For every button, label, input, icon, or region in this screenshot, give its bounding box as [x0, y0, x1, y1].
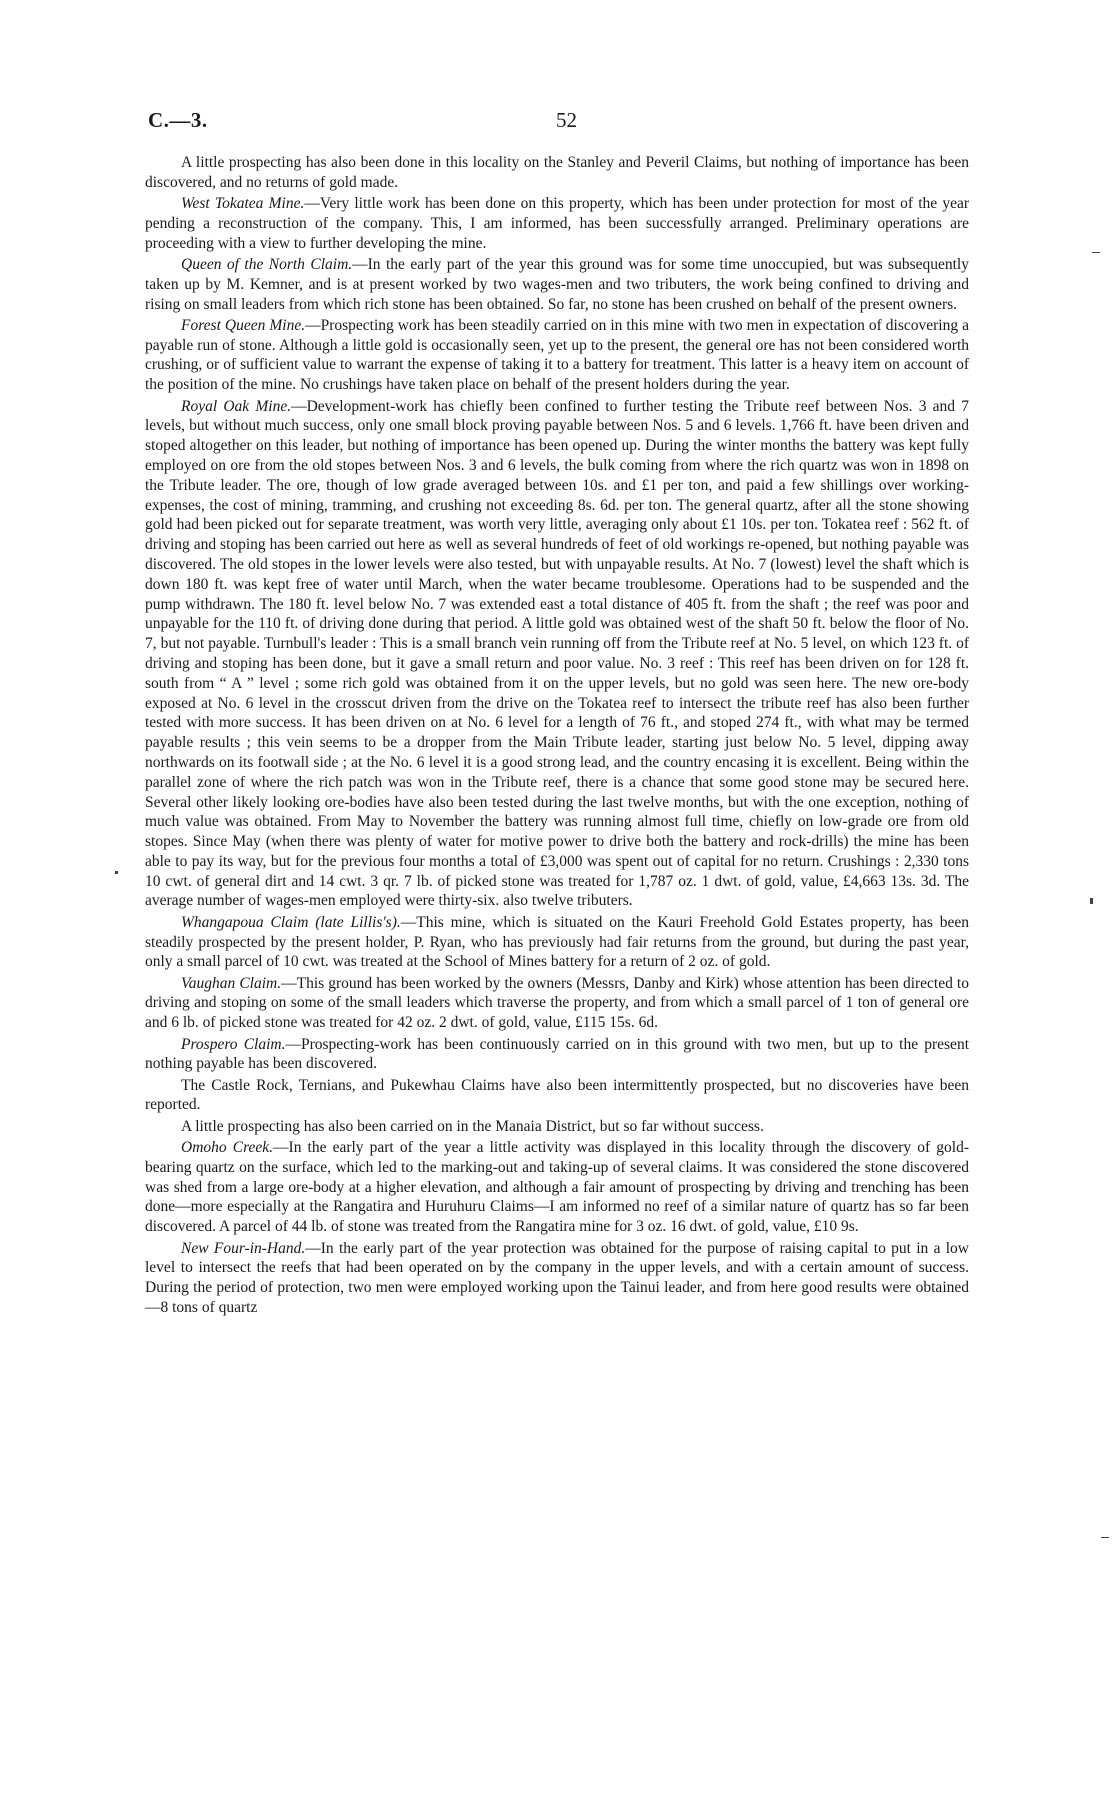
paragraph-text: —In the early part of the year this ground was for some time unoccupied, but was subsequently taken up by M. Kemner, and is at present worked by two wages-men and two tributers, the work being confined to driving and rising on small leaders from which rich stone has been obtained. So far, no stone has been crushed on behalf of the present owners. [145, 255, 969, 313]
paragraph-text: —Very little work has been done on this property, which has been under protection for most of the year pending a reconstruction of the company. This, I am informed, has been successfully arranged. Preliminary operations are proceeding with a view to further developing the mine. [145, 195, 969, 252]
paragraph-prospero [145, 1035, 969, 1075]
paragraph-whangapoua [145, 913, 969, 972]
paragraph-text: —This ground has been worked by the owners (Messrs, Danby and Kirk) whose attention has been directed to driving and stoping on some of the small leaders which traverse the property, and from which a small parcel of 1 ton of general ore and 6 lb. of picked stone was treated for 42 oz. 2 dwt. of gold, value, £115 15s. 6d. [145, 974, 969, 1032]
paragraph-text: —In the early part of the year protection was obtained for the purpose of raising capital to put in a low level to intersect the reefs that had been operated on by the company in the upper levels, and with a certain amount of success. During the period of protection, two men were employed working upon the Tainui leader, and from here good results were obtained—8 tons of quartz [145, 1239, 969, 1316]
paragraph-vaughan [145, 974, 969, 1033]
paragraph-title: New Four-in-Hand. [181, 1239, 306, 1257]
paragraph-title: West Tokatea Mine. [181, 195, 305, 213]
paragraph-text: —Development-work has chiefly been confined to further testing the Tribute reef between Nos. 3 and 7 levels, but without much success, only one small block proving payable between Nos. 5 and 6 levels. 1,766 ft. have been driven and stoped altogether on this leader, but nothing of importance has been opened up. During the winter months the battery was kept fully employed on ore from the old stopes between Nos. 3 and 6 levels, the bulk coming from where the rich quartz was won in 1898 on the Tribute leader. The ore, though of low grade averaged between 10s. and £1 per ton, and paid a few shillings over working-expenses, the cost of mining, tramming, and crushing not exceeding 8s. 6d. per ton. The general quartz, after all the stone showing gold had been picked out for separate treatment, was worth very little, averaging only about £1 10s. per ton. Tokatea reef : 562 ft. of driving and stoping has been carried out here as well as several hundreds of feet of old workings re-opened, but nothing payable was discovered. The old stopes in the lower levels were also tested, but with unpayable results. At No. 7 (lowest) level the shaft which is down 180 ft. was kept free of water until March, when the water became troublesome. Operations had to be suspended and the pump withdrawn. The 180 ft. level below No. 7 was extended east a total distance of 405 ft. from the shaft ; the reef was poor and unpayable for the 110 ft. of driving done during that period. A little gold was obtained west of the shaft 50 ft. below the floor of No. 7, but not payable. Turnbull's leader : This is a small branch vein running off from the Tribute reef at No. 5 level, on which 123 ft. of driving and stoping has been done, but it gave a small return and poor value. No. 3 reef : This reef has been driven on for 128 ft. south from “ A ” level ; some rich gold was obtained from it on the upper levels, but no gold was seen here. The new ore-body exposed at No. 6 level in the crosscut driven from the drive on the Tokatea reef to intersect the tribute reef has also been further tested with more success. It has been driven on at No. 6 level for a length of 76 ft., and stoped 274 ft., with what may be termed payable results ; this vein seems to be a dropper from the Main Tribute leader, starting just below No. 5 level, dipping away northwards on its footwall side ; at the No. 6 level it is a good strong lead, and the country encasing it is excellent. Being within the parallel zone of where the rich patch was won in the Tribute reef, there is a chance that some good stone may be secured here. Several other likely looking ore-bodies have also been tested during the last twelve months, but with the one exception, nothing of much value was obtained. From May to November the battery was running almost full time, chiefly on low-grade ore from old stopes. Since May (when there was plenty of water for motive power to drive both the battery and rock-drills) the mine has been able to pay its way, but for the previous four months a total of £3,000 was spent out of capital for no return. Crushings : 2,330 tons 10 cwt. of general dirt and 14 cwt. 3 qr. 7 lb. of picked stone was treated for 1,787 oz. 1 dwt. of gold, value, £4,663 13s. 3d. The average number of wages-men employed were thirty-six. also twelve tributers. [145, 397, 969, 910]
paragraph-text: A little prospecting has also been done in this locality on the Stanley and Peveril Claims, but nothing of importance has been discovered, and no returns of gold made. [145, 154, 969, 191]
margin-mark [1101, 1537, 1109, 1538]
paragraph-manaia [145, 1117, 969, 1137]
margin-mark [115, 871, 118, 874]
page-header [148, 108, 968, 138]
paragraph-west-tokatea [145, 194, 969, 253]
document-reference: C.—3. [148, 108, 208, 132]
margin-mark [1092, 252, 1100, 253]
paragraph-title: Whangapoua Claim (late Lillis's). [181, 913, 401, 931]
paragraph-title: Prospero Claim. [181, 1035, 286, 1053]
body-text [145, 153, 969, 1319]
paragraph-title: Forest Queen Mine. [181, 316, 306, 334]
paragraph-forest-queen [145, 316, 969, 395]
paragraph-omoho-creek [145, 1138, 969, 1237]
paragraph-queen-of-the-north [145, 255, 969, 314]
paragraph-text: A little prospecting has also been carried on in the Manaia District, but so far without success. [181, 1117, 764, 1135]
paragraph-title: Queen of the North Claim. [181, 255, 353, 273]
paragraph-title: Vaughan Claim. [181, 974, 282, 992]
paragraph-title: Omoho Creek. [181, 1139, 274, 1157]
paragraph-stanley-peveril [145, 153, 969, 193]
paragraph-text: —This mine, which is situated on the Kauri Freehold Gold Estates property, has been steadily prospected by the present holder, P. Ryan, who has previously had fair returns from the ground, but during the past year, only a small parcel of 10 cwt. was treated at the School of Mines battery for a return of 2 oz. of gold. [145, 913, 969, 971]
paragraph-text: —Prospecting work has been steadily carried on in this mine with two men in expectation of discovering a payable run of stone. Although a little gold is occasionally seen, yet up to the present, the general ore has not been considered worth crushing, or of sufficient value to warrant the expense of taking it to a battery for treatment. This latter is a heavy item on account of the position of the mine. No crushings have taken place on behalf of the present holders during the year. [145, 316, 969, 394]
paragraph-royal-oak [145, 397, 969, 912]
paragraph-castle-rock [145, 1076, 969, 1116]
page-number: 52 [556, 108, 577, 132]
paragraph-text: —Prospecting-work has been continuously carried on in this ground with two men, but up to the present nothing payable has been discovered. [145, 1035, 969, 1073]
paragraph-text: The Castle Rock, Ternians, and Pukewhau Claims have also been intermittently prospected, but no discoveries have been reported. [145, 1076, 969, 1114]
paragraph-text: —In the early part of the year a little activity was displayed in this locality through the discovery of gold-bearing quartz on the surface, which led to the marking-out and taking-up of several claims. It was considered the stone discovered was shed from a large ore-body at a higher elevation, and although a fair amount of prospecting by driving and trenching has been done—more especially at the Rangatira and Huruhuru Claims—I am informed no reef of a similar nature of quartz has so far been discovered. A parcel of 44 lb. of stone was treated from the Rangatira mine for 3 oz. 16 dwt. of gold, value, £10 9s. [145, 1139, 969, 1236]
margin-mark [1090, 898, 1093, 904]
paragraph-new-four-in-hand [145, 1239, 969, 1318]
paragraph-title: Royal Oak Mine. [181, 397, 292, 415]
